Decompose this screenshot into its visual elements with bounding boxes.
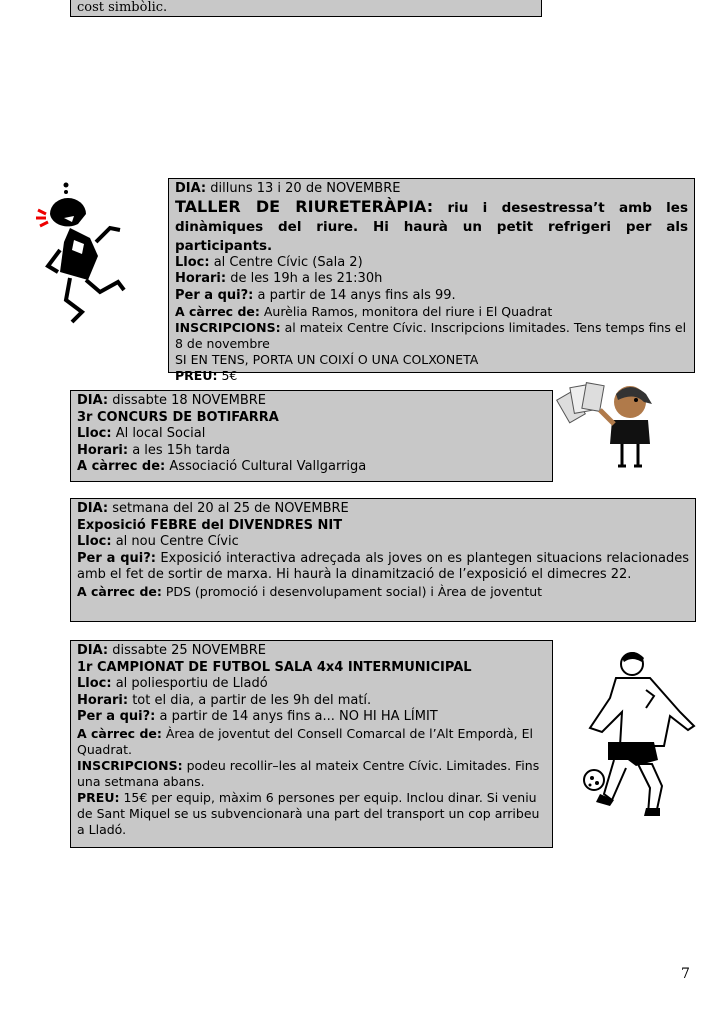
event-organizer: A càrrec de: Aurèlia Ramos, monitora del riure i El Quadrat (175, 304, 553, 320)
event-organizer: A càrrec de: Associació Cultural Vallgarriga (77, 459, 367, 475)
event-description: Per a qui?: Exposició interactiva adreçada als joves on es plantegen situacions relacionades amb el fet de sortir de marxa. Hi haurà la dinamització de l’exposició el dimecres 22. (77, 550, 689, 583)
event-audience: Per a qui?: a partir de 14 anys fins a... NO HI HA LÍMIT (77, 709, 438, 725)
event-registration: INSCRIPCIONS: podeu recollir–les al mateix Centre Cívic. Limitades. Fins una setmana abans. (77, 757, 540, 789)
event-location: Lloc: al nou Centre Cívic (77, 534, 239, 550)
event-price: PREU: 15€ per equip, màxim 6 persones per equip. Inclou dinar. Si veniu de Sant Miquel se us subvencionarà una part del transport un cop arribeu a Lladó. (77, 789, 540, 837)
event-organizer: A càrrec de: Àrea de joventut del Consell Comarcal de l’Alt Empordà, El Quadrat. (77, 725, 533, 757)
previous-event-tail: cost simbòlic. (77, 0, 168, 15)
page-number: 7 (681, 966, 690, 982)
event-exposicio-box (70, 498, 696, 622)
event-date: DIA: dissabte 18 NOVEMBRE (77, 393, 267, 408)
event-location: Lloc: Al local Social (77, 426, 206, 442)
previous-event-box (70, 0, 542, 17)
event-schedule: Horari: tot el dia, a partir de les 9h del matí. (77, 692, 372, 708)
event-futbol-sala-box (70, 640, 553, 848)
event-location: Lloc: al poliesportiu de Lladó (77, 676, 268, 692)
event-title: TALLER DE RIURETERÀPIA: riu i desestressa’t amb les dinàmiques del riure. Hi haurà un petit refrigeri per als participants. (175, 196, 688, 254)
card-player-icon (556, 380, 666, 470)
event-title: Exposició FEBRE del DIVENDRES NIT (77, 517, 343, 533)
event-title: 1r CAMPIONAT DE FUTBOL SALA 4x4 INTERMUNICIPAL (77, 659, 472, 675)
laughing-figure-icon (30, 180, 160, 330)
event-date: DIA: dilluns 13 i 20 de NOVEMBRE (175, 181, 401, 196)
football-player-icon (580, 648, 710, 823)
event-botifarra-box (70, 390, 553, 482)
event-date: DIA: setmana del 20 al 25 de NOVEMBRE (77, 501, 349, 516)
event-schedule: Horari: a les 15h tarda (77, 442, 231, 458)
event-location: Lloc: al Centre Cívic (Sala 2) (175, 254, 363, 270)
event-riureterapia-box (168, 178, 695, 384)
event-date: DIA: dissabte 25 NOVEMBRE (77, 643, 267, 658)
event-organizer: A càrrec de: PDS (promoció i desenvolupament social) i Àrea de joventut (77, 583, 543, 599)
event-audience: Per a qui?: a partir de 14 anys fins als 99. (175, 287, 456, 303)
event-title: 3r CONCURS DE BOTIFARRA (77, 409, 279, 425)
event-schedule: Horari: de les 19h a les 21:30h (175, 271, 383, 287)
event-price: PREU: 5€ (175, 368, 238, 384)
event-note: SI EN TENS, PORTA UN COIXÍ O UNA COLXONETA (175, 352, 479, 368)
event-registration: INSCRIPCIONS: al mateix Centre Cívic. Inscripcions limitades. Tens temps fins el 8 de novembre (175, 320, 687, 352)
